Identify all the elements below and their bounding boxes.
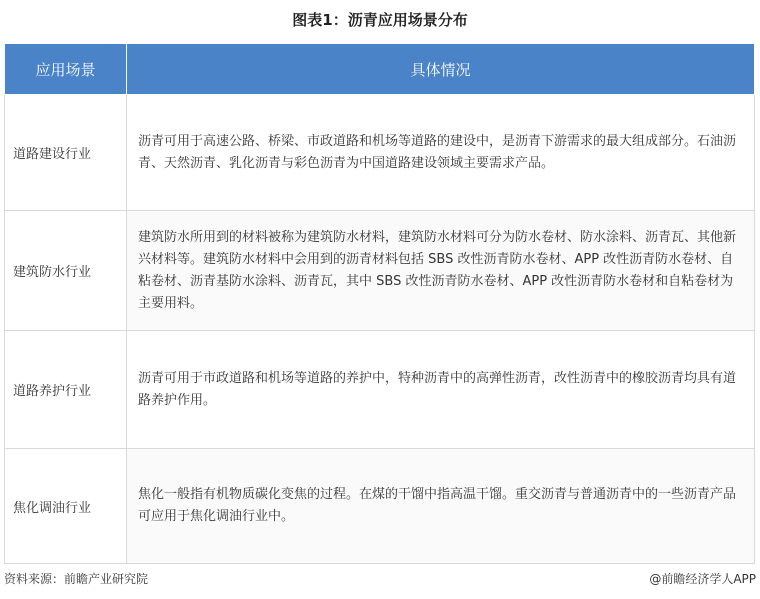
table-row bbox=[5, 211, 755, 331]
scene-cell: 建筑防水行业 bbox=[5, 211, 127, 331]
scene-cell: 道路建设行业 bbox=[5, 95, 127, 211]
table-row bbox=[5, 449, 755, 564]
detail-cell: 建筑防水所用到的材料被称为建筑防水材料，建筑防水材料可分为防水卷材、防水涂料、沥青瓦、其他新兴材料等。建筑防水材料中会用到的沥青材料包括 SBS 改性沥青防水卷材、APP 改性沥青防水卷材、自粘卷材、沥青基防水涂料、沥青瓦，其中 SBS 改性沥青防水卷材、APP 改性沥青防水卷材和自粘卷材为主要用料。 bbox=[127, 211, 755, 331]
detail-cell: 沥青可用于高速公路、桥梁、市政道路和机场等道路的建设中，是沥青下游需求的最大组成部分。石油沥青、天然沥青、乳化沥青与彩色沥青为中国道路建设领域主要需求产品。 bbox=[127, 95, 755, 211]
table-row bbox=[5, 331, 755, 449]
source-note: 资料来源：前瞻产业研究院 bbox=[4, 572, 149, 586]
table-row bbox=[5, 95, 755, 211]
asphalt-application-table bbox=[4, 43, 755, 564]
footer bbox=[0, 570, 760, 590]
brand-credit: @前瞻经济学人APP bbox=[649, 572, 756, 586]
detail-cell: 沥青可用于市政道路和机场等道路的养护中，特种沥青中的高弹性沥青，改性沥青中的橡胶沥青均具有道路养护作用。 bbox=[127, 331, 755, 449]
column-header-detail: 具体情况 bbox=[127, 44, 755, 95]
page-title: 图表1：沥青应用场景分布 bbox=[292, 11, 468, 29]
detail-cell: 焦化一般指有机物质碳化变焦的过程。在煤的干馏中指高温干馏。重交沥青与普通沥青中的一些沥青产品可应用于焦化调油行业中。 bbox=[127, 449, 755, 564]
column-header-scene: 应用场景 bbox=[5, 44, 127, 95]
scene-cell: 焦化调油行业 bbox=[5, 449, 127, 564]
scene-cell: 道路养护行业 bbox=[5, 331, 127, 449]
table-header-row bbox=[5, 44, 755, 95]
